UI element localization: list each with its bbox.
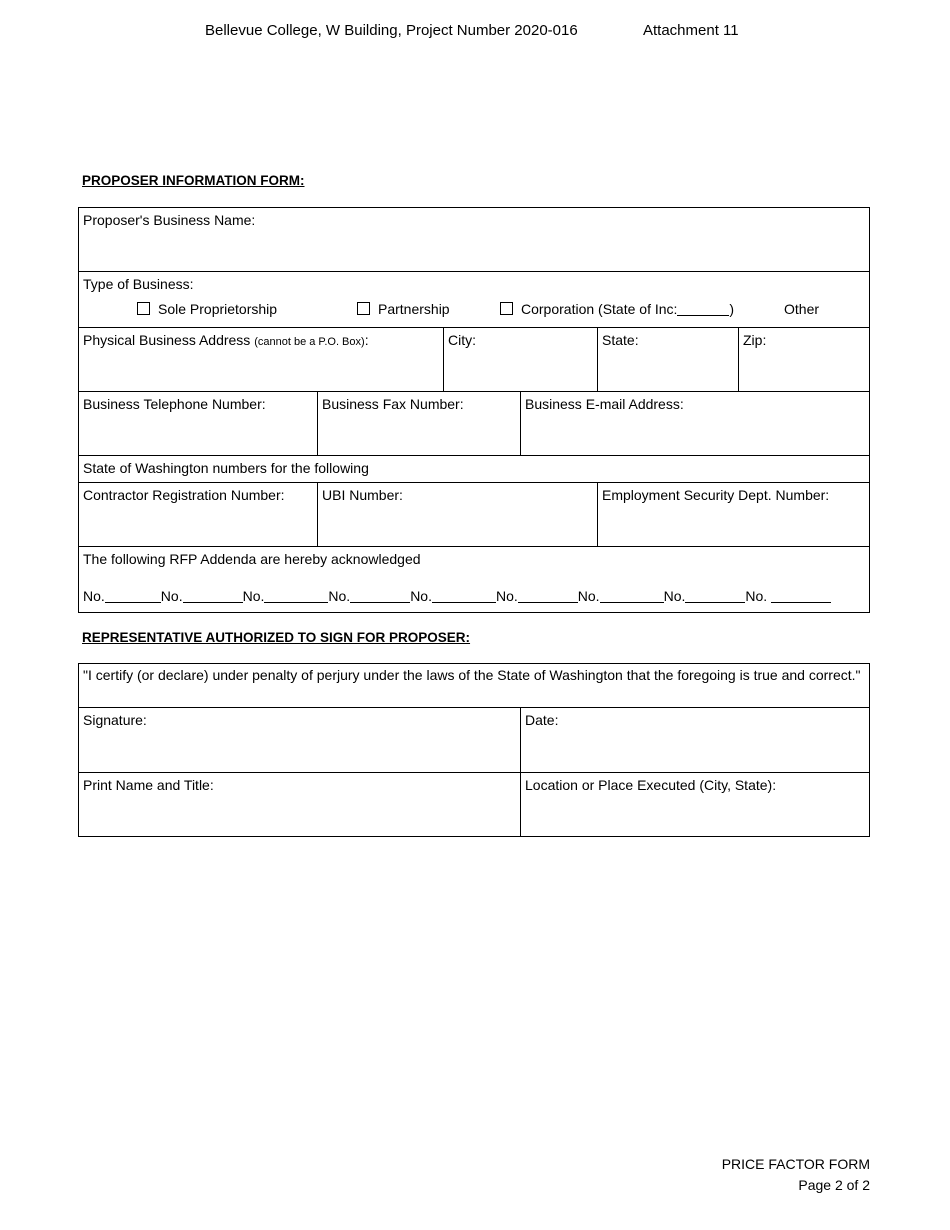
state-field[interactable] <box>598 328 739 392</box>
address-label: Physical Business Address <box>83 332 251 348</box>
partnership-checkbox[interactable] <box>357 302 370 315</box>
attachment-label: Attachment 11 <box>643 22 739 39</box>
signature-field[interactable] <box>79 708 521 773</box>
addenda-no-label: No. <box>83 588 105 604</box>
addenda-no-label: No. <box>663 588 686 604</box>
city-label: City: <box>448 332 476 348</box>
zip-field[interactable] <box>739 328 869 392</box>
state-label: State: <box>602 332 639 348</box>
date-label: Date: <box>525 712 559 728</box>
proposer-form-table <box>78 207 870 613</box>
footer-form-name: PRICE FACTOR FORM <box>721 1156 870 1172</box>
other-label: Other <box>784 301 820 317</box>
city-field[interactable] <box>444 328 598 392</box>
addenda-number-input[interactable] <box>264 588 328 603</box>
signature-label: Signature: <box>83 712 147 728</box>
fax-label: Business Fax Number: <box>322 396 464 412</box>
fax-field[interactable] <box>318 392 521 456</box>
addenda-no-label: No. <box>577 588 600 604</box>
option-sole-proprietorship[interactable] <box>137 300 277 319</box>
representative-table <box>78 663 870 837</box>
footer-page-number: Page 2 of 2 <box>798 1177 870 1193</box>
addenda-number-input[interactable] <box>183 588 243 603</box>
addenda-label: The following RFP Addenda are hereby acknowledged <box>83 551 421 567</box>
type-of-business-label: Type of Business: <box>83 276 194 292</box>
addenda-no-label: No. <box>745 588 768 604</box>
contractor-registration-label: Contractor Registration Number: <box>83 487 285 503</box>
addenda-number-input[interactable] <box>600 588 664 603</box>
address-note: (cannot be a P.O. Box) <box>254 336 365 348</box>
addenda-section <box>79 547 869 612</box>
zip-label: Zip: <box>743 332 767 348</box>
addenda-number-input[interactable] <box>518 588 578 603</box>
sole-proprietorship-checkbox[interactable] <box>137 302 150 315</box>
type-of-business-field <box>79 272 869 328</box>
addenda-number-input[interactable] <box>105 588 161 603</box>
location-field[interactable] <box>521 773 869 836</box>
phone-field[interactable] <box>79 392 318 456</box>
address-colon: : <box>364 332 369 348</box>
contractor-registration-field[interactable] <box>79 483 318 547</box>
sole-proprietorship-label: Sole Proprietorship <box>158 301 278 317</box>
addenda-number-input[interactable] <box>685 588 745 603</box>
address-field[interactable] <box>79 328 444 392</box>
date-field[interactable] <box>521 708 869 773</box>
corporation-label-close: ) <box>729 301 735 317</box>
email-field[interactable] <box>521 392 869 456</box>
addenda-number-input[interactable] <box>350 588 410 603</box>
addenda-no-label: No. <box>328 588 351 604</box>
addenda-no-label: No. <box>495 588 518 604</box>
corporation-label: Corporation (State of Inc: <box>521 301 678 317</box>
addenda-no-label: No. <box>410 588 432 604</box>
location-label: Location or Place Executed (City, State): <box>525 777 777 793</box>
option-corporation[interactable] <box>500 300 734 319</box>
print-name-label: Print Name and Title: <box>83 777 214 793</box>
addenda-number-input[interactable] <box>432 588 496 603</box>
wa-numbers-label: State of Washington numbers for the following <box>83 460 369 476</box>
business-name-field[interactable] <box>79 208 869 272</box>
certification-text: "I certify (or declare) under penalty of perjury under the laws of the State of Washington that the foregoing is true and correct." <box>83 667 861 683</box>
corporation-checkbox[interactable] <box>500 302 513 315</box>
email-label: Business E-mail Address: <box>525 396 684 412</box>
representative-title: REPRESENTATIVE AUTHORIZED TO SIGN FOR PROPOSER: <box>82 630 471 645</box>
esd-number-label: Employment Security Dept. Number: <box>602 487 830 503</box>
partnership-label: Partnership <box>378 301 450 317</box>
print-name-field[interactable] <box>79 773 521 836</box>
ubi-field[interactable] <box>318 483 598 547</box>
option-partnership[interactable] <box>357 300 450 319</box>
esd-number-field[interactable] <box>598 483 869 547</box>
addenda-no-label: No. <box>160 588 183 604</box>
wa-numbers-heading <box>79 456 869 483</box>
proposer-form-title: PROPOSER INFORMATION FORM: <box>82 173 305 188</box>
project-header: Bellevue College, W Building, Project Number 2020-016 <box>205 22 578 39</box>
addenda-number-input[interactable] <box>771 588 831 603</box>
option-other[interactable] <box>784 300 819 319</box>
addenda-number-row <box>83 587 831 606</box>
phone-label: Business Telephone Number: <box>83 396 266 412</box>
business-name-label: Proposer's Business Name: <box>83 212 256 228</box>
ubi-label: UBI Number: <box>322 487 403 503</box>
addenda-no-label: No. <box>242 588 265 604</box>
state-of-inc-input[interactable] <box>677 301 729 316</box>
certification-statement <box>79 664 869 708</box>
